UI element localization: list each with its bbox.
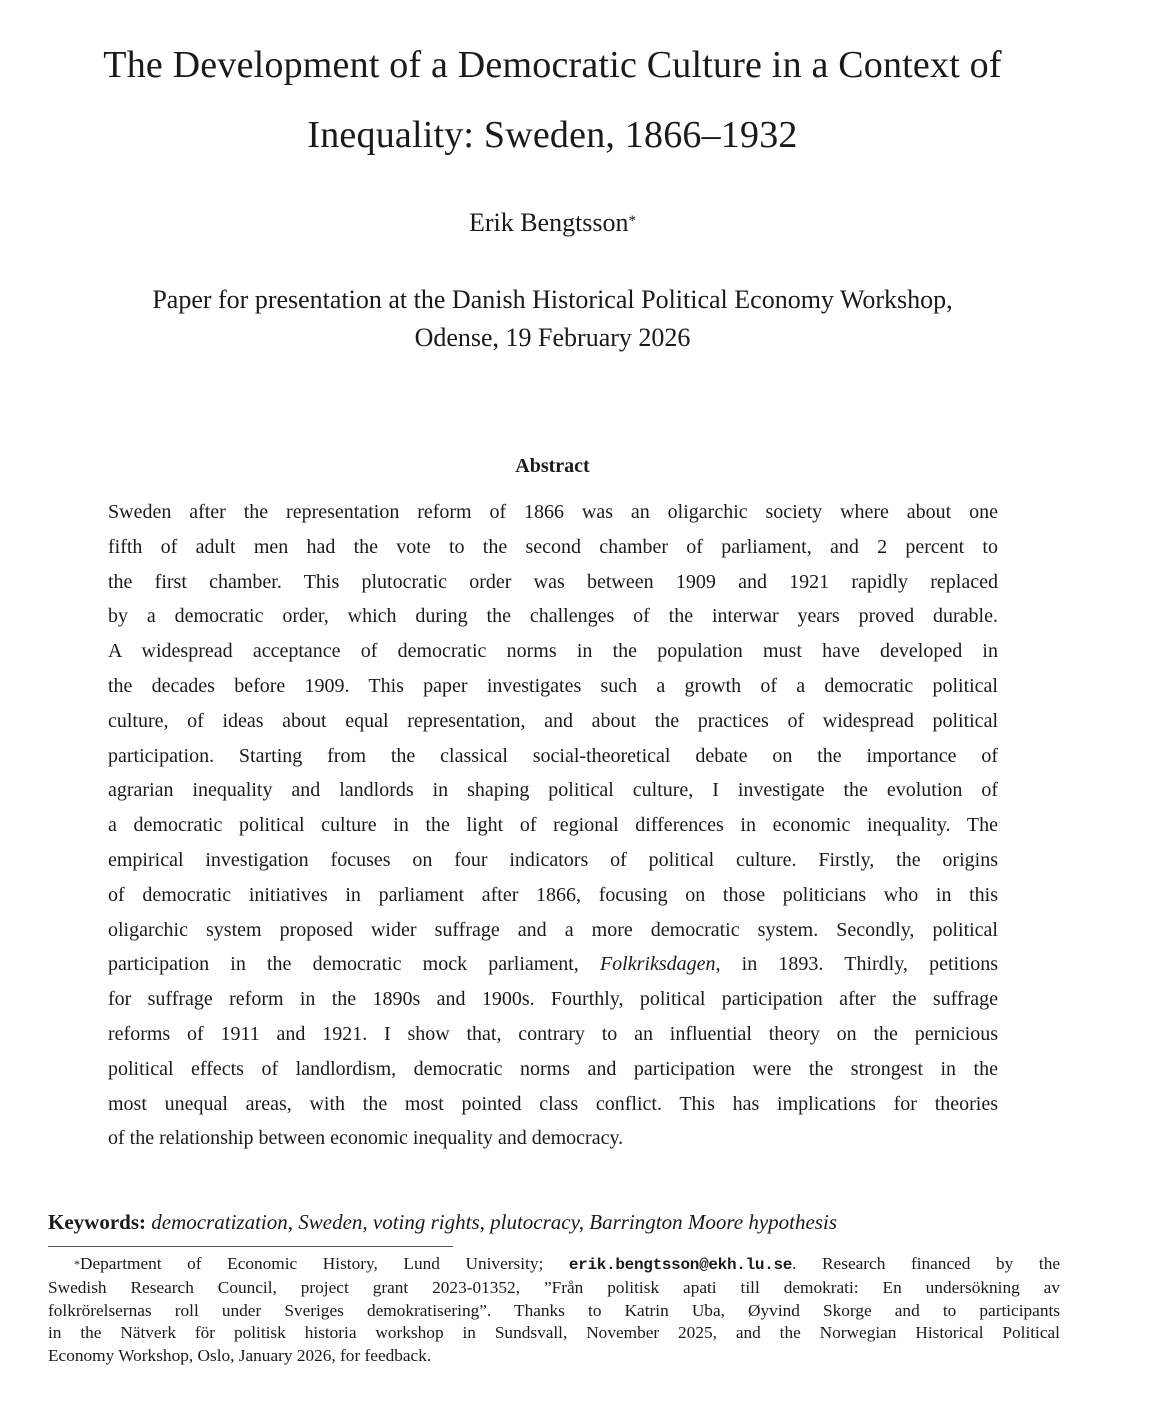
- abstract-line: of the relationship between economic inequality and democracy.: [108, 1127, 624, 1150]
- abstract-line: participation. Starting from the classical social-theoretical debate on the importance of: [108, 744, 998, 767]
- folkriksdagen-term: Folkriksdagen: [599, 953, 716, 976]
- abstract-line: oligarchic system proposed wider suffrage and a more democratic system. Secondly, political: [108, 918, 998, 941]
- footnote-funding-start: . Research financed by the: [792, 1254, 1061, 1273]
- abstract-line: fifth of adult men had the vote to the second chamber of parliament, and 2 percent to: [108, 535, 998, 558]
- footnote-divider: [48, 1246, 453, 1247]
- venue-note: [40, 281, 1065, 357]
- footnote-line: Economy Workshop, Oslo, January 2026, for feedback.: [48, 1346, 432, 1366]
- abstract-line: by a democratic order, which during the challenges of the interwar years proved durable.: [108, 605, 998, 628]
- abstract-body: [108, 495, 998, 1156]
- venue-line-2: Odense, 19 February 2026: [414, 323, 691, 352]
- abstract-text: , in 1893. Thirdly, petitions: [715, 953, 998, 976]
- keywords-list: democratization, Sweden, voting rights, plutocracy, Barrington Moore hypothesis: [151, 1210, 837, 1234]
- abstract-line: political effects of landlordism, democratic norms and participation were the strongest in the: [108, 1057, 998, 1080]
- abstract-line: a democratic political culture in the light of regional differences in economic inequality. The: [108, 814, 998, 837]
- author-name: Erik Bengtsson: [468, 208, 629, 237]
- footnote-affiliation: Department of Economic History, Lund University;: [80, 1254, 569, 1273]
- abstract-line: reforms of 1911 and 1921. I show that, contrary to an influential theory on the pernicious: [108, 1022, 998, 1045]
- abstract-line: agrarian inequality and landlords in shaping political culture, I investigate the evolution of: [108, 779, 998, 802]
- title-line-1: The Development of a Democratic Culture in a Context of: [103, 44, 1002, 86]
- abstract-line: empirical investigation focuses on four indicators of political culture. Firstly, the origins: [108, 848, 998, 871]
- keywords-label: Keywords:: [48, 1210, 146, 1234]
- author-footnote: [48, 1253, 1060, 1368]
- abstract-line: the decades before 1909. This paper investigates such a growth of a democratic political: [108, 674, 998, 697]
- abstract-line: of democratic initiatives in parliament after 1866, focusing on those politicians who in this: [108, 883, 998, 906]
- abstract-line: for suffrage reform in the 1890s and 1900s. Fourthly, political participation after the suffrage: [108, 988, 998, 1011]
- title-line-2: Inequality: Sweden, 1866–1932: [307, 114, 798, 156]
- abstract-line: A widespread acceptance of democratic norms in the population must have developed in: [108, 640, 998, 663]
- author-email-link[interactable]: erik.bengtsson@ekh.lu.se: [568, 1256, 793, 1274]
- abstract-line: [108, 947, 998, 982]
- footnote-line: folkrörelsernas roll under Sveriges demokratisering”. Thanks to Katrin Uba, Øyvind Skorge and to participants: [48, 1300, 1060, 1320]
- abstract-text: participation in the democratic mock parliament,: [108, 953, 600, 976]
- footnote-line: in the Nätverk för politisk historia workshop in Sundsvall, November 2025, and the Norwegian Historical Political: [48, 1323, 1060, 1343]
- author-line: [0, 205, 1105, 241]
- footnote-line: [48, 1253, 1060, 1277]
- abstract-heading: Abstract: [515, 455, 590, 477]
- keywords: [48, 1207, 1048, 1237]
- footnote-line: Swedish Research Council, project grant 2023-01352, ”Från politisk apati till demokrati: En undersökning av: [48, 1277, 1060, 1297]
- paper-title: [40, 30, 1065, 170]
- footnote-mark: *: [74, 1257, 80, 1271]
- venue-line-1: Paper for presentation at the Danish Historical Political Economy Workshop,: [152, 285, 953, 314]
- abstract-line: most unequal areas, with the most pointed class conflict. This has implications for theories: [108, 1092, 998, 1115]
- abstract-line: Sweden after the representation reform of 1866 was an oligarchic society where about one: [108, 501, 998, 523]
- abstract-line: the first chamber. This plutocratic order was between 1909 and 1921 rapidly replaced: [108, 570, 998, 593]
- author-footnote-mark[interactable]: *: [628, 213, 637, 229]
- abstract-line: culture, of ideas about equal representation, and about the practices of widespread political: [108, 709, 998, 732]
